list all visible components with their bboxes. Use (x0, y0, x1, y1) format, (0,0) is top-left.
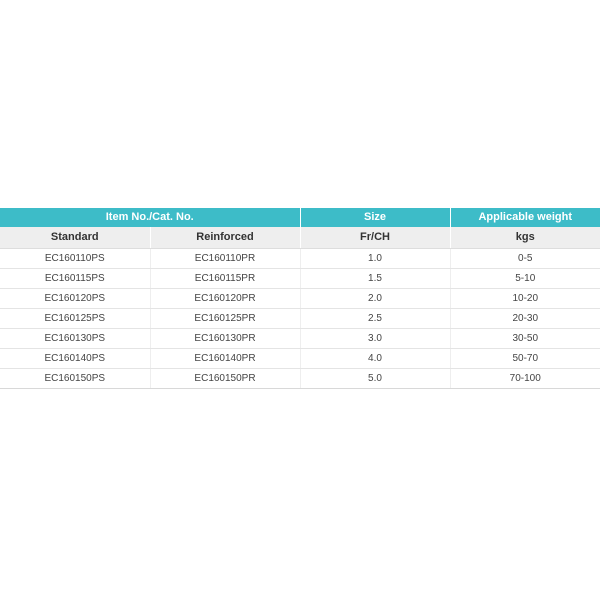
cell-size: 1.5 (300, 269, 450, 289)
cell-standard: EC160110PS (0, 249, 150, 269)
cell-size: 3.0 (300, 329, 450, 349)
cell-reinforced: EC160120PR (150, 289, 300, 309)
cell-size: 2.0 (300, 289, 450, 309)
cell-standard: EC160120PS (0, 289, 150, 309)
table-body (0, 249, 600, 389)
table-subheader-row (0, 227, 600, 249)
cell-size: 1.0 (300, 249, 450, 269)
cell-reinforced: EC160115PR (150, 269, 300, 289)
subheader-size-unit: Fr/CH (300, 227, 450, 249)
cell-standard: EC160150PS (0, 369, 150, 389)
cell-reinforced: EC160150PR (150, 369, 300, 389)
group-header-applicable-weight: Applicable weight (450, 208, 600, 227)
cell-reinforced: EC160140PR (150, 349, 300, 369)
table-head (0, 208, 600, 249)
table-row (0, 309, 600, 329)
cell-size: 2.5 (300, 309, 450, 329)
cell-size: 5.0 (300, 369, 450, 389)
table-row (0, 329, 600, 349)
subheader-standard: Standard (0, 227, 150, 249)
table-row (0, 249, 600, 269)
cell-weight: 70-100 (450, 369, 600, 389)
cell-weight: 10-20 (450, 289, 600, 309)
cell-standard: EC160125PS (0, 309, 150, 329)
cell-weight: 30-50 (450, 329, 600, 349)
cell-weight: 0-5 (450, 249, 600, 269)
specification-table (0, 208, 600, 389)
cell-reinforced: EC160125PR (150, 309, 300, 329)
cell-reinforced: EC160110PR (150, 249, 300, 269)
cell-size: 4.0 (300, 349, 450, 369)
cell-standard: EC160115PS (0, 269, 150, 289)
table-row (0, 369, 600, 389)
table-group-header-row (0, 208, 600, 227)
cell-weight: 20-30 (450, 309, 600, 329)
spec-table-container (0, 208, 600, 389)
table-row (0, 269, 600, 289)
cell-reinforced: EC160130PR (150, 329, 300, 349)
cell-weight: 5-10 (450, 269, 600, 289)
cell-standard: EC160130PS (0, 329, 150, 349)
table-row (0, 289, 600, 309)
group-header-size: Size (300, 208, 450, 227)
group-header-item-no: Item No./Cat. No. (0, 208, 300, 227)
cell-standard: EC160140PS (0, 349, 150, 369)
subheader-weight-unit: kgs (450, 227, 600, 249)
cell-weight: 50-70 (450, 349, 600, 369)
subheader-reinforced: Reinforced (150, 227, 300, 249)
table-row (0, 349, 600, 369)
